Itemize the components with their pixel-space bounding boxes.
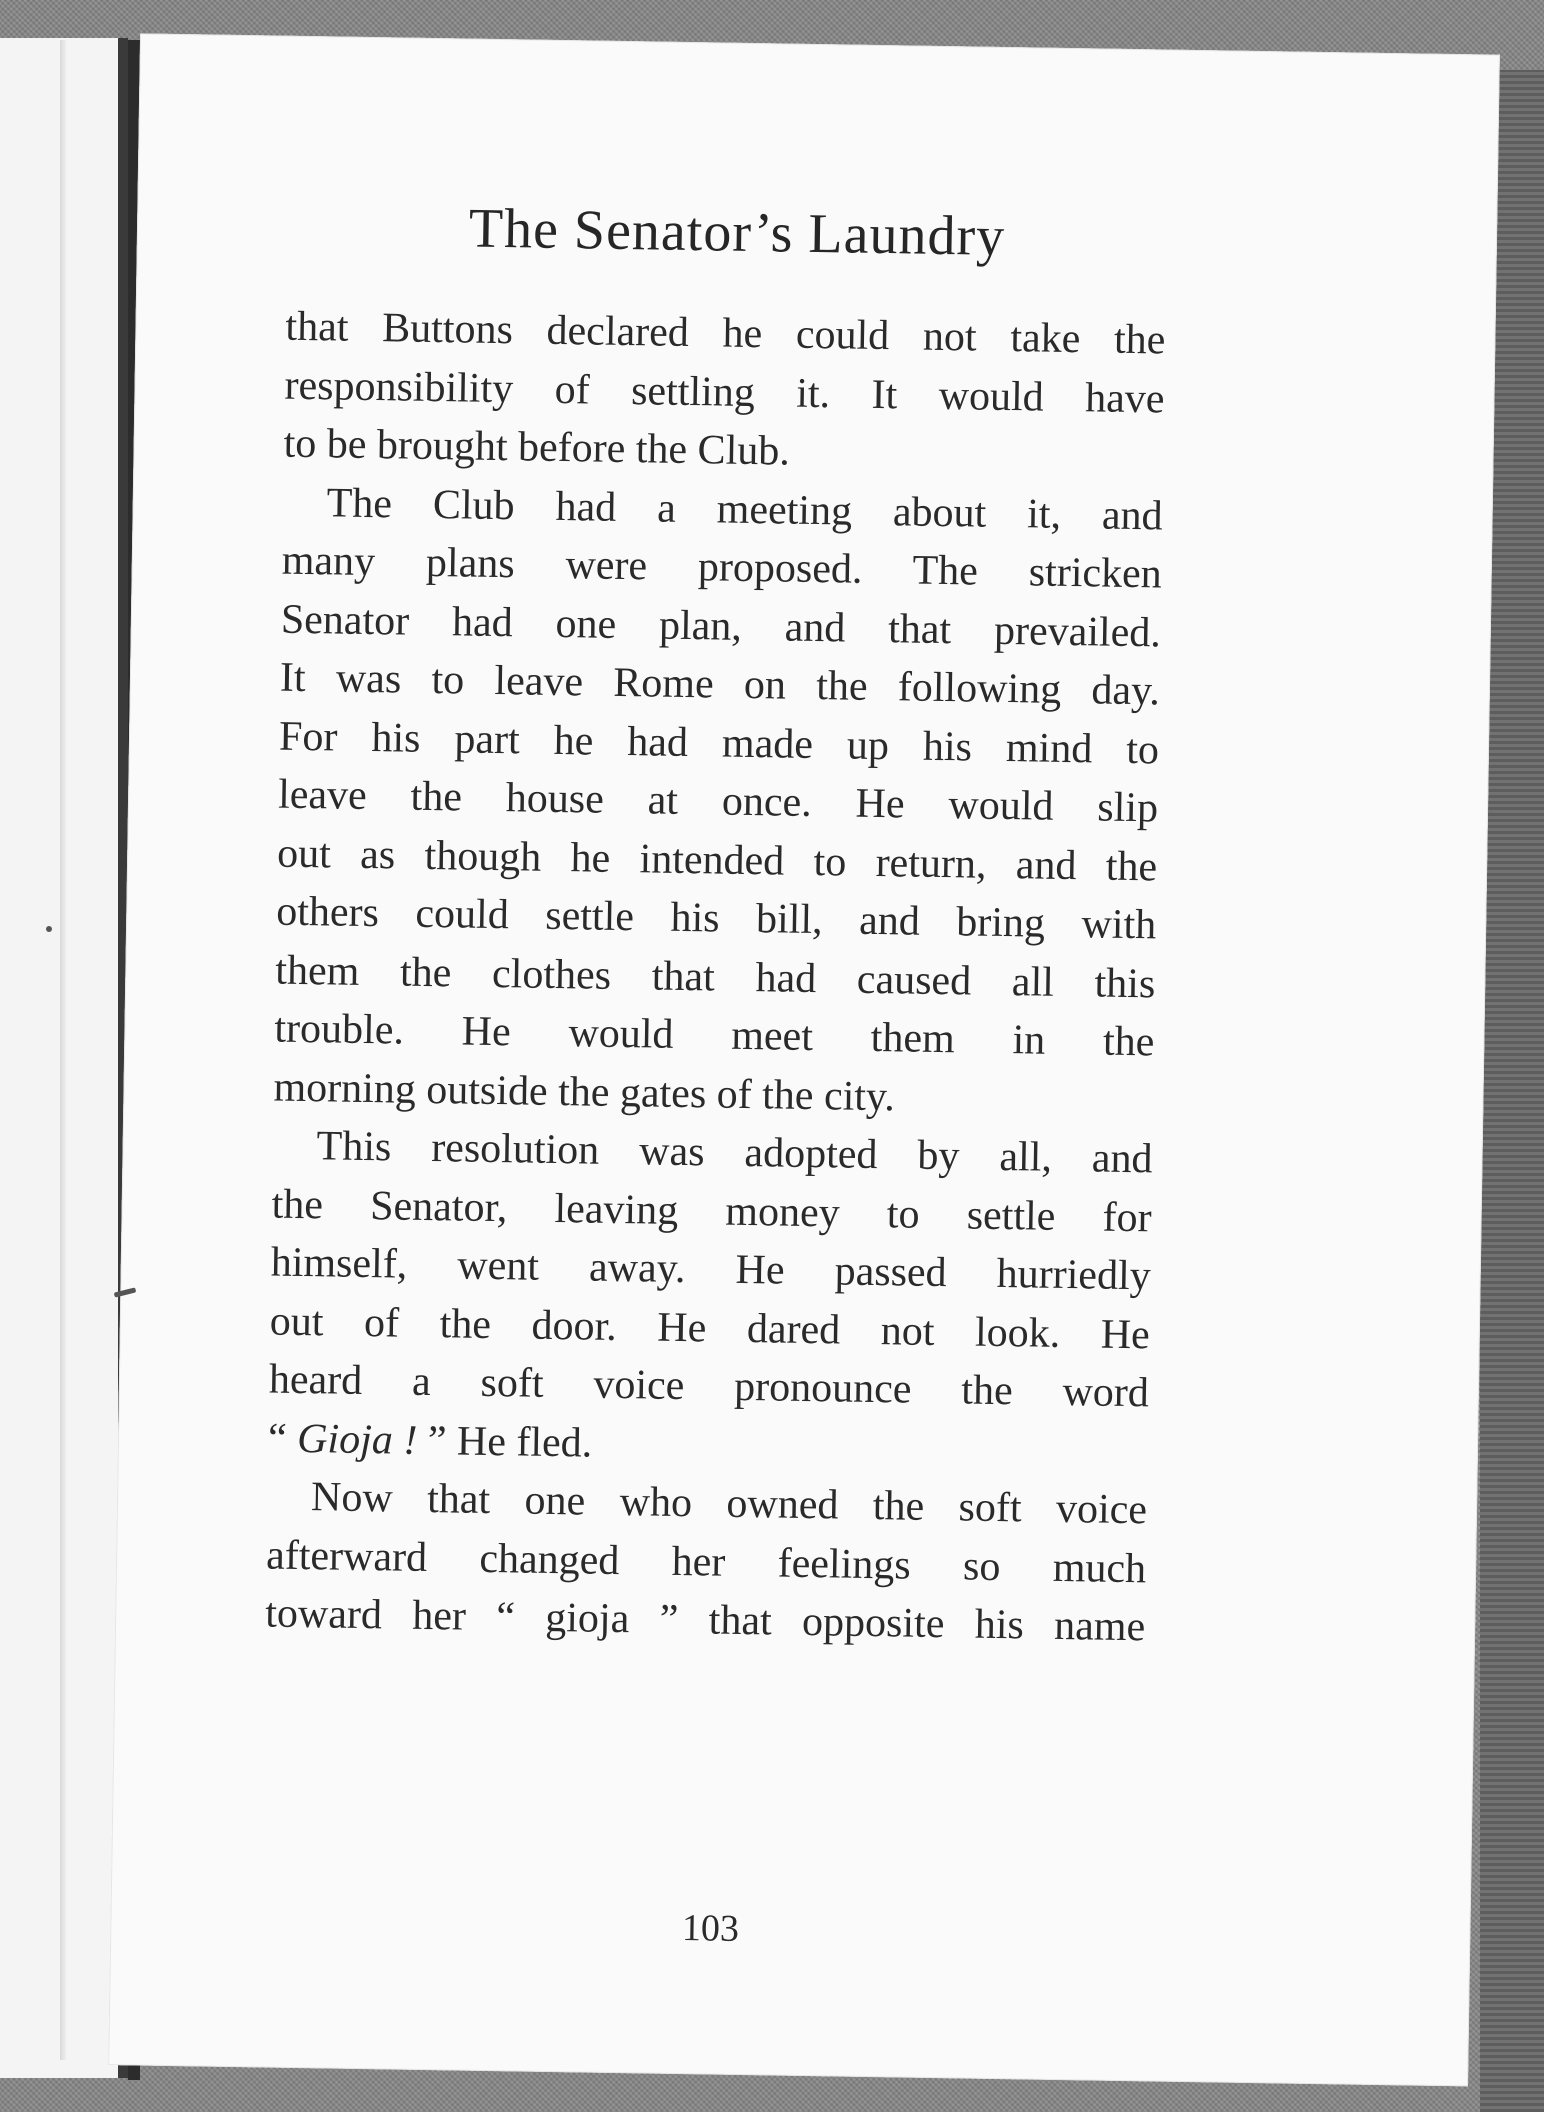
text-line: the Senator, leaving money to settle for bbox=[271, 1181, 1152, 1241]
italic-gioja: Gioja ! bbox=[286, 1415, 429, 1464]
body-text bbox=[265, 298, 1166, 1657]
book-page bbox=[108, 33, 1500, 2086]
scan-speck bbox=[46, 926, 52, 932]
text-line: many plans were proposed. The stricken bbox=[281, 537, 1163, 598]
text-line: For his part he had made up his mind to bbox=[278, 713, 1160, 773]
text-line: Senator had one plan, and that prevailed. bbox=[280, 596, 1162, 656]
text-line-gioja: “ Gioja ! ” He fled. bbox=[267, 1415, 593, 1467]
text-line: Now that one who owned the soft voice bbox=[310, 1474, 1148, 1534]
page-number: 103 bbox=[681, 1907, 740, 1950]
text-line: toward her “ gioja ” that opposite his name bbox=[264, 1590, 1146, 1651]
text-line: them the clothes that had caused all this bbox=[275, 947, 1156, 1007]
text-line: himself, went away. He passed hurriedly bbox=[270, 1239, 1152, 1300]
text-line: responsibility of settling it. It would have bbox=[284, 362, 1165, 422]
text-line: morning outside the gates of the city. bbox=[273, 1064, 896, 1120]
text-line: trouble. He would meet them in the bbox=[274, 1005, 1155, 1066]
text-line: that Buttons declared he could not take the bbox=[285, 303, 1166, 364]
text-line: out of the door. He dared not look. He bbox=[269, 1298, 1151, 1358]
text-line: others could settle his bill, and bring with bbox=[275, 888, 1157, 949]
text-line: out as though he intended to return, and the bbox=[276, 830, 1158, 890]
text-line: This resolution was adopted by all, and bbox=[316, 1123, 1153, 1183]
text-line: It was to leave Rome on the following day. bbox=[279, 654, 1161, 715]
text-line: heard a soft voice pronounce the word bbox=[268, 1356, 1150, 1417]
running-head: The Senator’s Laundry bbox=[468, 197, 1006, 268]
text-line: The Club had a meeting about it, and bbox=[326, 479, 1163, 539]
text-line: afterward changed her feelings so much bbox=[265, 1531, 1147, 1592]
facing-page-fold bbox=[60, 40, 66, 2060]
text-line: to be brought before the Club. bbox=[283, 420, 791, 475]
text-line: leave the house at once. He would slip bbox=[277, 771, 1159, 832]
